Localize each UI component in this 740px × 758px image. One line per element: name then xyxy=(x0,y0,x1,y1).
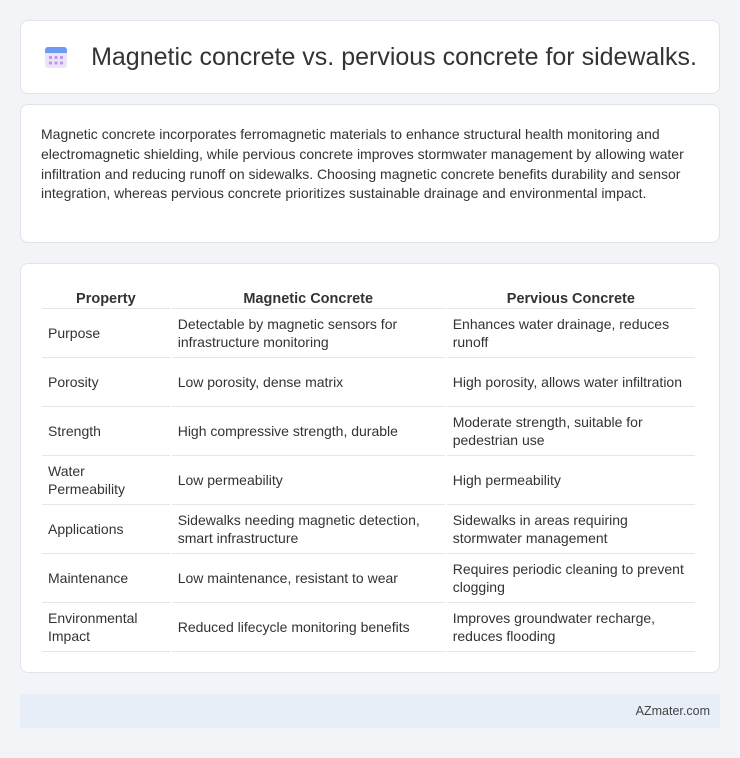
title-card xyxy=(20,20,720,94)
cell-pervious: Requires periodic cleaning to prevent clogging xyxy=(447,554,695,603)
cell-magnetic: Sidewalks needing magnetic detection, smart infrastructure xyxy=(172,505,445,554)
cell-magnetic: Low permeability xyxy=(172,456,445,505)
comparison-table xyxy=(40,286,697,652)
cell-pervious: High permeability xyxy=(447,456,695,505)
column-header-pervious: Pervious Concrete xyxy=(447,286,695,309)
table-row xyxy=(42,358,695,407)
cell-pervious: Enhances water drainage, reduces runoff xyxy=(447,309,695,358)
cell-pervious: Sidewalks in areas requiring stormwater management xyxy=(447,505,695,554)
cell-magnetic: Detectable by magnetic sensors for infrastructure monitoring xyxy=(172,309,445,358)
cell-magnetic: Reduced lifecycle monitoring benefits xyxy=(172,603,445,652)
cell-property: Porosity xyxy=(42,358,170,407)
column-header-property: Property xyxy=(42,286,170,309)
footer-site-name: AZmater.com xyxy=(635,704,710,718)
table-row xyxy=(42,505,695,554)
table-row xyxy=(42,309,695,358)
table-row xyxy=(42,554,695,603)
cell-magnetic: Low maintenance, resistant to wear xyxy=(172,554,445,603)
cell-pervious: High porosity, allows water infiltration xyxy=(447,358,695,407)
cell-pervious: Improves groundwater recharge, reduces flooding xyxy=(447,603,695,652)
cell-property: Purpose xyxy=(42,309,170,358)
table-header-row xyxy=(42,286,695,309)
cell-property: Strength xyxy=(42,407,170,456)
table-row xyxy=(42,456,695,505)
footer-bar xyxy=(20,694,720,728)
summary-paragraph: Magnetic concrete incorporates ferromagnetic materials to enhance structural health monitoring and electromagnetic shielding, while pervious concrete improves stormwater management by allowing water infiltration and reducing runoff on sidewalks. Choosing magnetic concrete benefits durability and sensor integration, whereas pervious concrete prioritizes sustainable drainage and environmental impact. xyxy=(41,126,684,202)
cell-magnetic: High compressive strength, durable xyxy=(172,407,445,456)
table-row xyxy=(42,603,695,652)
calendar-icon xyxy=(43,44,69,70)
cell-property: Applications xyxy=(42,505,170,554)
page-title: Magnetic concrete vs. pervious concrete for sidewalks. xyxy=(91,42,697,71)
cell-pervious: Moderate strength, suitable for pedestrian use xyxy=(447,407,695,456)
cell-property: Water Permeability xyxy=(42,456,170,505)
column-header-magnetic: Magnetic Concrete xyxy=(172,286,445,309)
cell-property: Maintenance xyxy=(42,554,170,603)
cell-magnetic: Low porosity, dense matrix xyxy=(172,358,445,407)
comparison-table-card xyxy=(20,263,720,673)
summary-card xyxy=(20,104,720,243)
cell-property: Environmental Impact xyxy=(42,603,170,652)
table-row xyxy=(42,407,695,456)
